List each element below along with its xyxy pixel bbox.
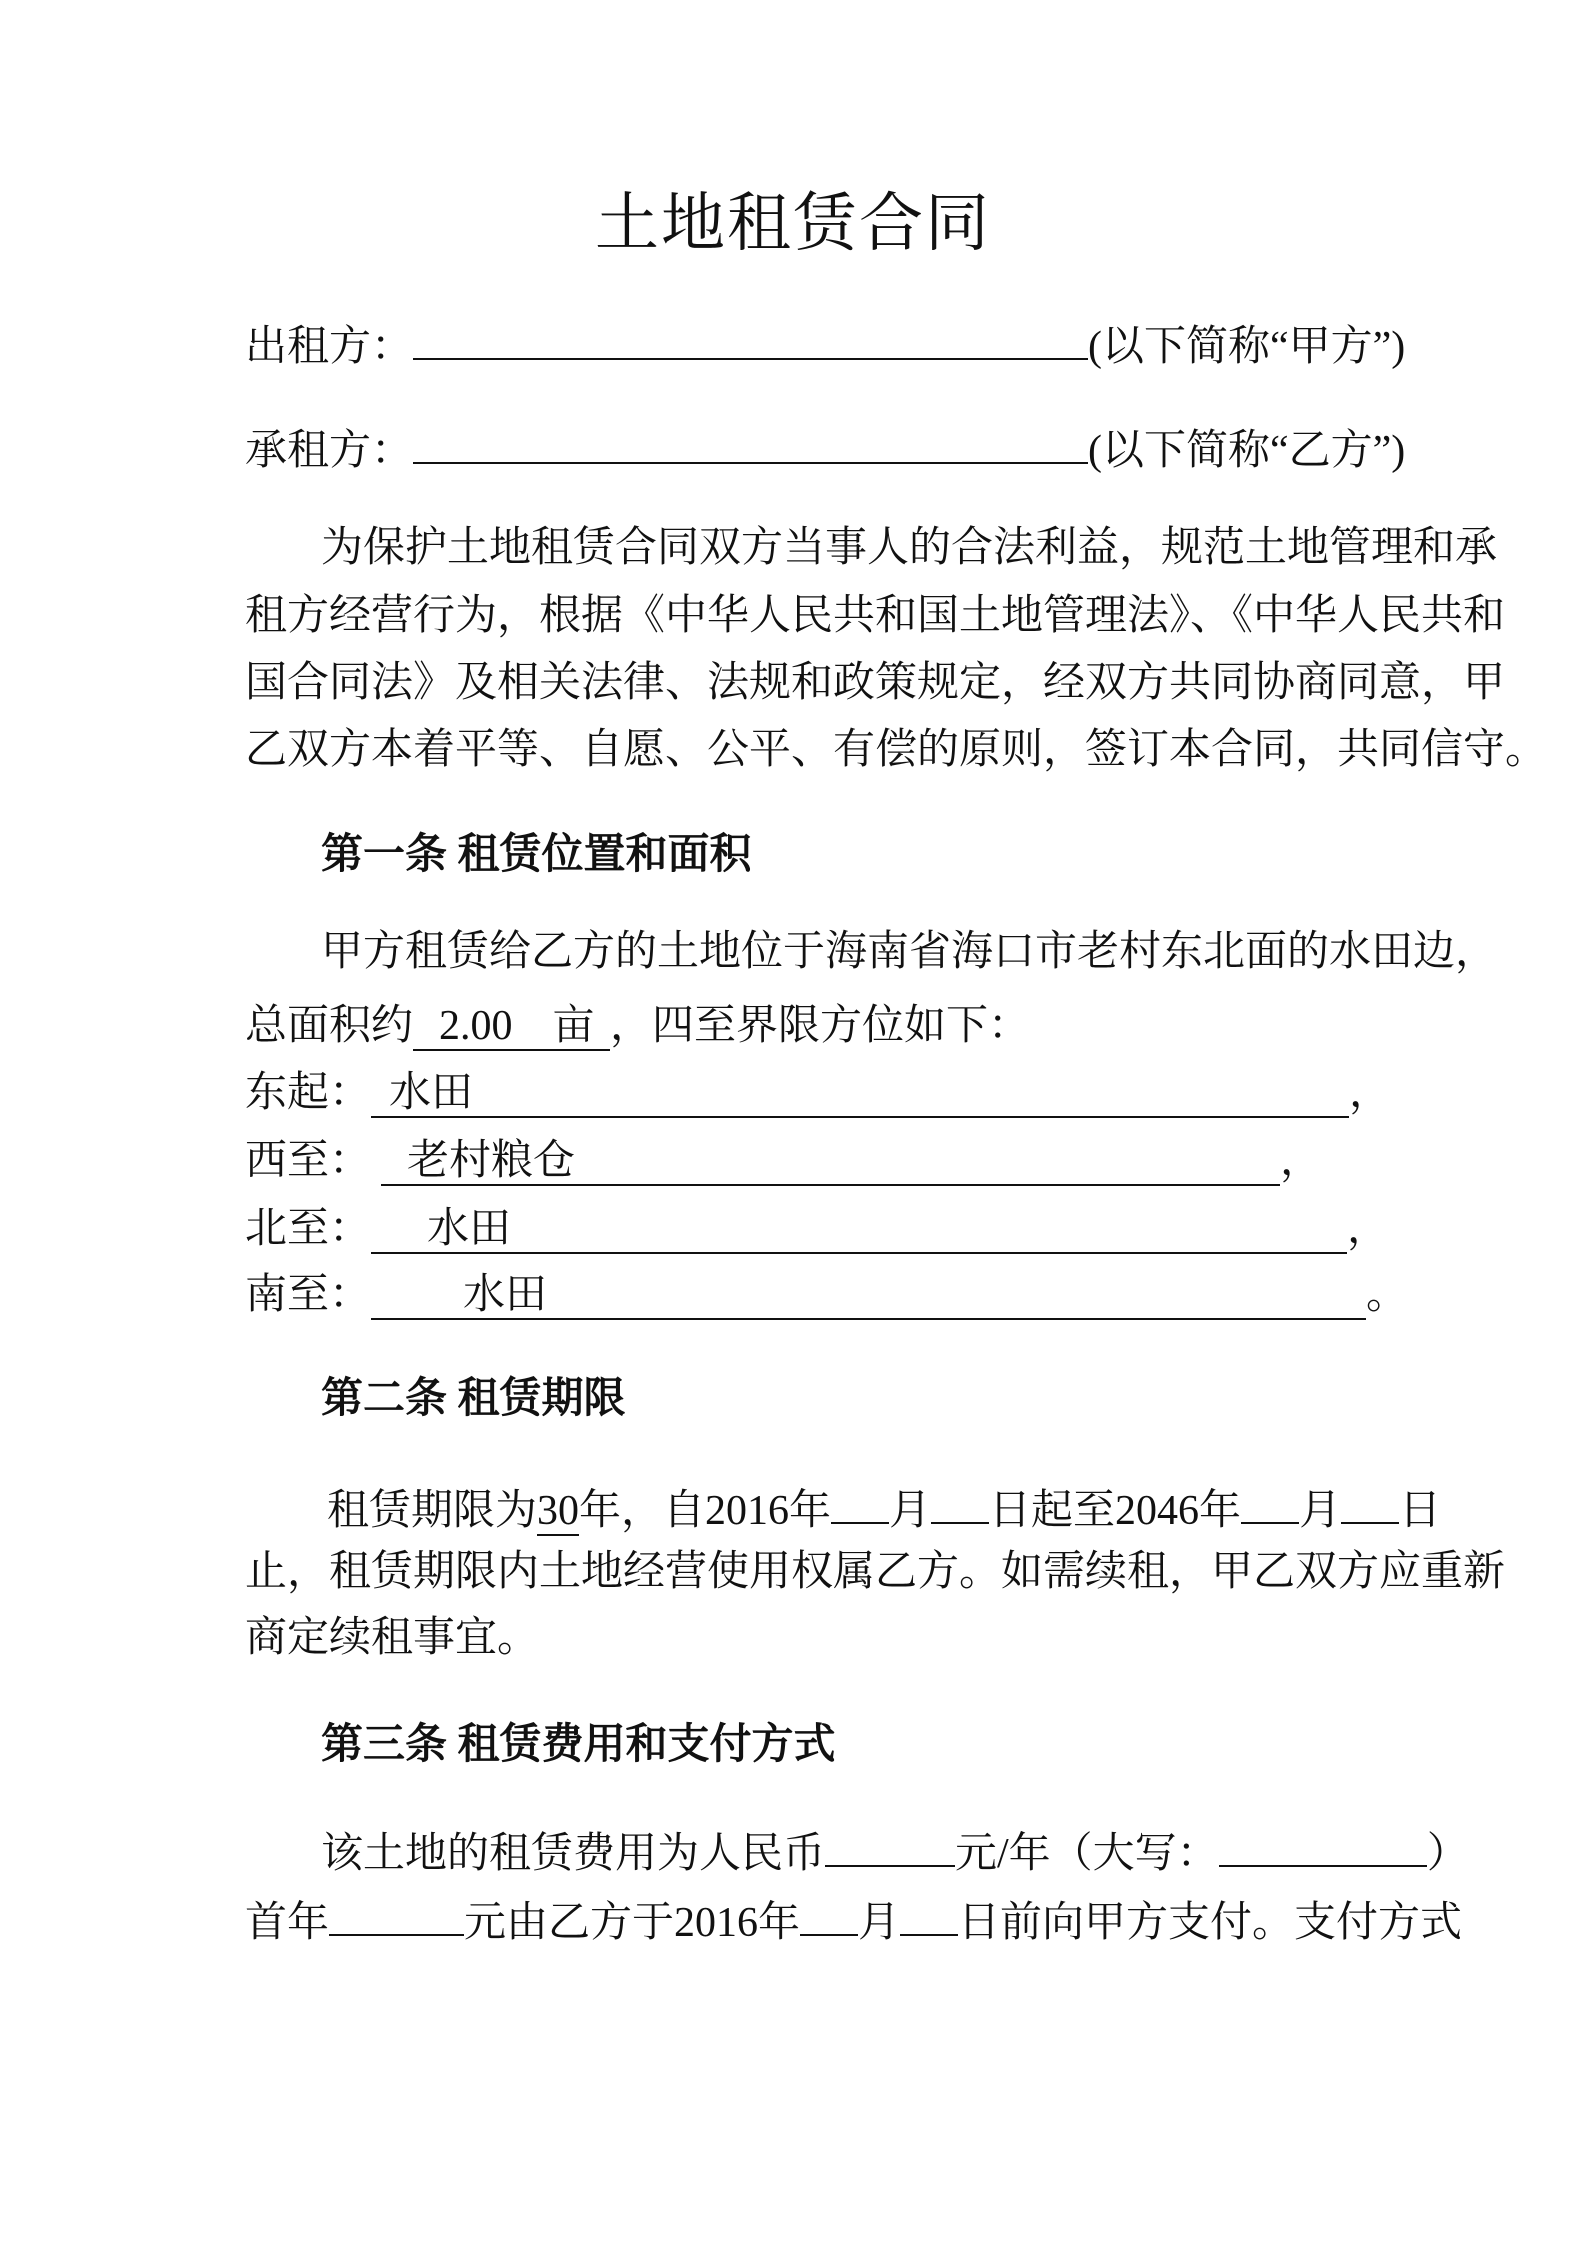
area-suffix: ，四至界限方位如下： [610, 1003, 1031, 1049]
boundary-value: 老村粮仓 [407, 1138, 576, 1184]
first-year-fee-field[interactable] [329, 1888, 464, 1936]
annual-fee-field[interactable] [825, 1819, 955, 1867]
article3-heading: 第三条 租赁费用和支付方式 [321, 1722, 836, 1768]
term-text: 日起至2046年 [989, 1488, 1242, 1534]
article1-line: 甲方租赁给乙方的土地位于海南省海口市老村东北面的水田边， [321, 929, 1498, 975]
boundary-east [245, 1065, 1392, 1121]
punct: ， [1349, 1070, 1392, 1116]
end-month-field[interactable] [1241, 1476, 1299, 1524]
article2-heading: 第二条 租赁期限 [321, 1376, 626, 1422]
fee-text: 元/年（大写： [955, 1831, 1219, 1877]
area-line [245, 998, 1356, 1054]
boundary-field[interactable] [371, 1070, 1349, 1118]
boundary-label: 西至： [245, 1138, 372, 1184]
lessee-label: 承租方： [245, 428, 414, 474]
preamble-line: 国合同法》及相关法律、法规和政策规定，经双方共同协商同意，甲 [245, 660, 1506, 706]
area-unit: 亩 [552, 1003, 595, 1049]
fee-text: ） [1426, 1831, 1469, 1877]
area-field[interactable] [413, 1003, 610, 1051]
boundary-field[interactable] [381, 1138, 1280, 1186]
preamble-line: 租方经营行为，根据《中华人民共和国土地管理法》、《中华人民共和 [245, 593, 1506, 639]
term-text: 月 [1299, 1488, 1342, 1534]
fee-line [245, 1888, 1463, 1946]
preamble-line: 乙双方本着平等、自愿、公平、有偿的原则，签订本合同，共同信守。 [245, 727, 1548, 773]
start-day-field[interactable] [931, 1476, 989, 1524]
end-day-field[interactable] [1341, 1476, 1399, 1524]
start-month-field[interactable] [831, 1476, 889, 1524]
fee-text: 元由乙方于2016年 [464, 1900, 801, 1946]
boundary-label: 南至： [245, 1272, 372, 1318]
fee-line [245, 1819, 1469, 1877]
boundary-label: 北至： [245, 1206, 372, 1252]
punct: ， [1280, 1138, 1323, 1184]
term-text: 年，自2016年 [579, 1488, 832, 1534]
boundary-south [245, 1267, 1409, 1323]
area-prefix: 总面积约 [245, 1003, 414, 1049]
pay-month-field[interactable] [800, 1888, 858, 1936]
punct: ， [1347, 1206, 1390, 1252]
term-line: 商定续租事宜。 [245, 1615, 540, 1661]
fee-text: 月 [858, 1900, 901, 1946]
lessee-line [245, 416, 1406, 474]
lessee-suffix: (以下简称“乙方”) [1088, 428, 1406, 474]
term-line: 止，租赁期限内土地经营使用权属乙方。如需续租，甲乙双方应重新 [245, 1549, 1506, 1595]
term-text: 日 [1399, 1488, 1442, 1534]
boundary-north [245, 1201, 1390, 1257]
boundary-field[interactable] [371, 1272, 1366, 1320]
lessor-suffix: (以下简称“甲方”) [1088, 324, 1406, 370]
boundary-value: 水田 [463, 1272, 548, 1318]
boundary-value: 水田 [389, 1070, 474, 1116]
fee-text: 日前向甲方支付。支付方式 [958, 1900, 1463, 1946]
fee-text: 该土地的租赁费用为人民币 [321, 1831, 826, 1877]
boundary-field[interactable] [371, 1206, 1347, 1254]
boundary-west [245, 1133, 1356, 1189]
lessor-line [245, 312, 1406, 370]
fee-text: 首年 [245, 1900, 330, 1946]
document-title: 土地租赁合同 [595, 188, 991, 259]
lessor-name-field[interactable] [413, 312, 1088, 360]
article1-heading: 第一条 租赁位置和面积 [321, 832, 752, 878]
term-line [245, 1476, 1442, 1534]
term-text: 月 [889, 1488, 932, 1534]
punct: 。 [1366, 1272, 1409, 1318]
boundary-value: 水田 [427, 1206, 512, 1252]
pay-day-field[interactable] [900, 1888, 958, 1936]
area-value: 2.00 [439, 1003, 513, 1049]
preamble-line: 为保护土地租赁合同双方当事人的合法利益，规范土地管理和承 [321, 525, 1498, 571]
boundary-label: 东起： [245, 1070, 372, 1116]
lessor-label: 出租方： [245, 324, 414, 370]
term-years[interactable]: 30 [537, 1488, 580, 1534]
term-text: 租赁期限为 [327, 1488, 538, 1534]
fee-in-words-field[interactable] [1219, 1819, 1427, 1867]
lessee-name-field[interactable] [413, 416, 1088, 464]
